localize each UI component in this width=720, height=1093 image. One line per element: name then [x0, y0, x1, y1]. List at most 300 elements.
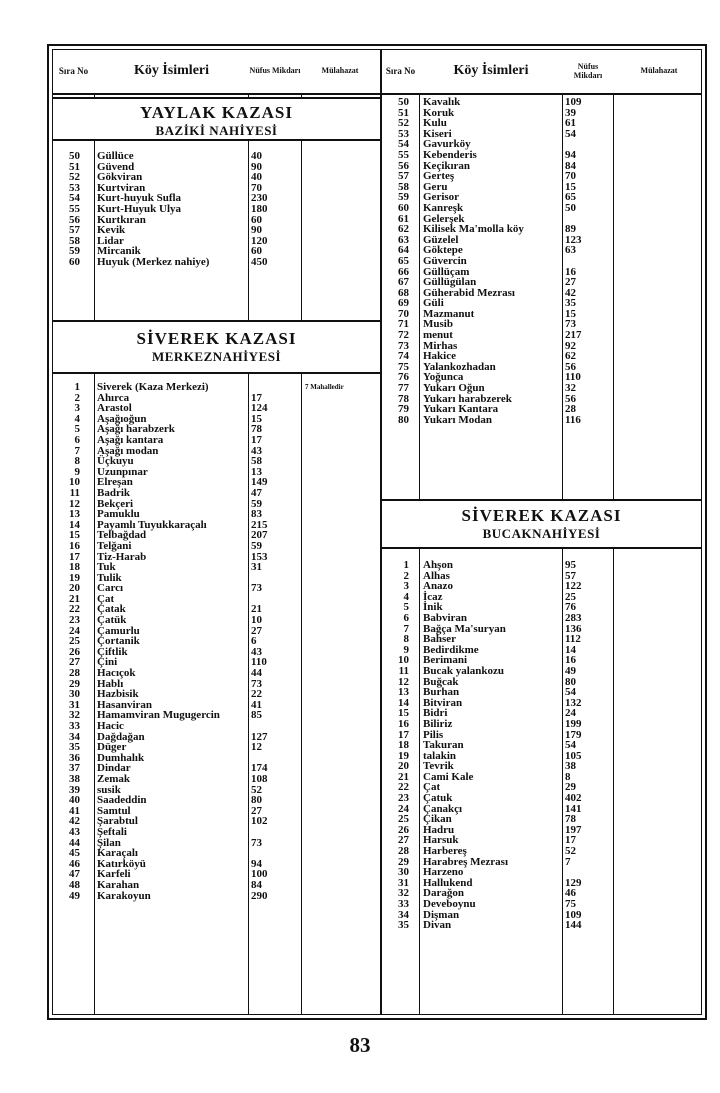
population: 16 [565, 265, 576, 278]
population: 123 [565, 233, 582, 246]
population: 141 [565, 802, 582, 815]
table-frame [47, 44, 707, 1020]
village-name: Dişman [423, 908, 460, 921]
row-number: 43 [69, 825, 80, 838]
population: 16 [565, 654, 576, 667]
row-number: 53 [69, 181, 80, 194]
village-name: Mircanik [97, 245, 141, 258]
village-name: menut [423, 329, 453, 342]
village-name: Aşağı kantara [97, 433, 164, 446]
village-name: Şarabtul [97, 815, 138, 828]
row-number: 67 [398, 276, 409, 289]
row-number: 51 [69, 160, 80, 173]
row-number: 58 [398, 180, 409, 193]
row-number: 32 [398, 887, 409, 900]
row-number: 52 [398, 117, 409, 130]
village-name: susik [97, 783, 121, 796]
row-number: 77 [398, 382, 409, 395]
village-name: Hamamviran Mugugercin [97, 709, 220, 722]
population: 89 [565, 223, 576, 236]
population: 61 [565, 117, 576, 130]
village-name: Arastol [97, 402, 132, 415]
row-number: 57 [398, 170, 409, 183]
village-name: Harzeno [423, 866, 464, 879]
population: 59 [251, 539, 262, 552]
population: 38 [565, 760, 576, 773]
population: 230 [251, 192, 268, 205]
village-name: Göktepe [423, 244, 463, 257]
yaylak-rows [53, 151, 380, 268]
row-number: 12 [398, 675, 409, 688]
table-row [382, 719, 701, 730]
row-number: 25 [398, 813, 409, 826]
population: 57 [565, 569, 576, 582]
village-name: Gerteş [423, 170, 455, 183]
village-name: Berimani [423, 654, 467, 667]
row-number: 8 [74, 455, 80, 468]
population: 132 [565, 696, 582, 709]
section-subtitle: MERKEZNAHİYESİ [151, 349, 282, 364]
row-number: 29 [69, 677, 80, 690]
population: 17 [251, 433, 262, 446]
row-number: 11 [69, 486, 80, 499]
population: 180 [251, 202, 268, 215]
table-row [53, 204, 380, 215]
population: 76 [565, 601, 576, 614]
village-name: Aşağı harabzerk [97, 423, 175, 436]
row-number: 12 [69, 497, 80, 510]
row-number: 50 [69, 150, 80, 162]
population: 153 [251, 550, 268, 563]
header-nufus-mikdari: Nüfus Mikdarı [573, 62, 603, 80]
village-name: Uzunpınar [97, 465, 148, 478]
row-number: 54 [69, 192, 80, 205]
village-name: Kurt-huyuk Sufla [97, 192, 182, 205]
row-number: 57 [69, 224, 80, 237]
population: 105 [565, 749, 582, 762]
section-title: SİVEREK KAZASI [461, 506, 622, 525]
population: 63 [565, 244, 576, 257]
population: 80 [251, 794, 262, 807]
table-row [53, 541, 380, 552]
row-number: 39 [69, 783, 80, 796]
population: 78 [251, 423, 262, 436]
right-table [382, 50, 701, 1014]
row-number: 60 [69, 255, 80, 268]
row-number: 15 [69, 529, 80, 542]
row-number: 13 [69, 508, 80, 521]
village-name: Çini [97, 656, 118, 669]
village-name: Çatuk [423, 792, 453, 805]
row-number: 71 [398, 318, 409, 331]
row-number: 5 [403, 601, 409, 614]
right-top-rows [382, 97, 701, 425]
population: 27 [565, 276, 576, 289]
row-number: 41 [69, 804, 80, 817]
population: 100 [251, 868, 268, 881]
village-name: Gerisor [423, 191, 460, 204]
village-name: Katırköyü [97, 857, 146, 870]
table-row [382, 415, 701, 426]
row-number: 62 [398, 223, 409, 236]
village-name: Çat [423, 781, 441, 794]
row-number: 4 [74, 412, 80, 425]
population: 50 [565, 201, 576, 214]
row-number: 79 [398, 403, 409, 416]
village-name: Dindar [97, 762, 131, 775]
village-name: Babviran [423, 611, 468, 624]
village-name: Darağon [423, 887, 464, 900]
row-number: 76 [398, 371, 409, 384]
village-name: Divan [423, 919, 452, 932]
population: 78 [565, 813, 576, 826]
section-title: YAYLAK KAZASI [140, 103, 293, 122]
population: 28 [565, 403, 576, 416]
population: 56 [565, 360, 576, 373]
table-row [53, 891, 380, 902]
village-name: Bedirdikme [423, 643, 479, 656]
village-name: Pilis [423, 728, 444, 741]
row-number: 2 [74, 391, 80, 404]
row-number: 14 [69, 518, 80, 531]
village-name: Hablı [97, 677, 124, 690]
population: 35 [565, 297, 576, 310]
row-number: 21 [69, 592, 80, 605]
population: 73 [565, 318, 576, 331]
population: 109 [565, 908, 582, 921]
population: 46 [565, 887, 576, 900]
left-header-row [53, 50, 380, 95]
section-yaylak-title-block [53, 97, 380, 141]
population: 109 [565, 96, 582, 108]
village-name: Yukarı harabzerek [423, 392, 512, 405]
left-table [53, 50, 382, 1014]
row-number: 68 [398, 286, 409, 299]
row-number: 10 [398, 654, 409, 667]
village-name: Çortanik [97, 635, 140, 648]
row-number: 3 [74, 402, 80, 415]
row-number: 5 [74, 423, 80, 436]
table-row [382, 920, 701, 931]
village-name: İcaz [423, 590, 443, 603]
village-name: Karakoyun [97, 889, 151, 902]
village-name: Harbereş [423, 845, 467, 858]
section-subtitle: BAZİKİ NAHİYESİ [155, 123, 278, 138]
row-number: 35 [398, 919, 409, 932]
population: 84 [251, 878, 262, 891]
row-number: 25 [69, 635, 80, 648]
right-header-row [382, 50, 701, 95]
row-number: 69 [398, 297, 409, 310]
row-number: 72 [398, 329, 409, 342]
row-number: 33 [398, 898, 409, 910]
row-number: 59 [69, 245, 80, 258]
population: 283 [565, 611, 582, 624]
table-row [382, 899, 701, 910]
population: 179 [565, 728, 582, 741]
village-name: Telbağdad [97, 529, 147, 542]
population: 116 [565, 413, 581, 426]
village-name: Ahırca [97, 391, 130, 404]
population: 102 [251, 815, 268, 828]
population: 13 [251, 465, 262, 478]
population: 197 [565, 823, 582, 836]
population: 217 [565, 329, 582, 342]
village-name: Tiz-Harab [97, 550, 147, 563]
row-number: 55 [69, 202, 80, 215]
village-name: Kavalık [423, 96, 461, 108]
population: 31 [251, 561, 262, 574]
village-name: Çamurlu [97, 624, 140, 637]
header-mulahazat: Mülahazat [321, 66, 359, 76]
table-row [382, 666, 701, 677]
population: 15 [251, 412, 262, 425]
village-name: Ahşon [423, 559, 453, 571]
village-name: Karahan [97, 878, 140, 891]
row-number: 16 [398, 717, 409, 730]
population: 129 [565, 876, 582, 889]
village-name: Kebenderis [423, 148, 477, 161]
row-number: 61 [398, 212, 409, 225]
population: 94 [251, 857, 262, 870]
row-number: 22 [398, 781, 409, 794]
table-inner-border [52, 49, 702, 1015]
table-row [53, 721, 380, 732]
village-name: Telğani [97, 539, 132, 552]
village-name: Kiseri [423, 127, 452, 140]
population: 21 [251, 603, 262, 616]
village-name: Yukarı Kantara [423, 403, 499, 416]
table-row [53, 257, 380, 268]
row-number: 2 [403, 569, 409, 582]
row-number: 28 [69, 667, 80, 680]
population: 73 [251, 677, 262, 690]
village-name: Üçkuyu [97, 455, 134, 468]
table-row [382, 150, 701, 161]
population: 83 [251, 508, 262, 521]
village-name: Güllüce [97, 150, 134, 162]
row-number: 70 [398, 307, 409, 320]
population: 70 [565, 170, 576, 183]
village-name: Gelerşek [423, 212, 465, 225]
population: 17 [251, 391, 262, 404]
row-number: 27 [69, 656, 80, 669]
village-name: Biliriz [423, 717, 453, 730]
village-name: Aşağı modan [97, 444, 159, 457]
row-number: 50 [398, 96, 409, 108]
population: 40 [251, 150, 262, 162]
row-number: 45 [69, 847, 80, 860]
population: 402 [565, 792, 582, 805]
row-number: 32 [69, 709, 80, 722]
population: 149 [251, 476, 268, 489]
village-name: Anazo [423, 580, 453, 593]
village-name: Hacic [97, 720, 124, 732]
row-number: 52 [69, 171, 80, 184]
population: 32 [565, 382, 576, 395]
bucak-rows [382, 560, 701, 931]
village-name: Çiftlik [97, 645, 128, 658]
village-name: Tevrik [423, 760, 454, 773]
section-subtitle: BUCAKNAHİYESİ [482, 526, 601, 541]
population: 199 [565, 717, 582, 730]
row-number: 38 [69, 772, 80, 785]
village-name: Bitviran [423, 696, 463, 709]
village-name: Çatük [97, 614, 127, 627]
row-number: 20 [398, 760, 409, 773]
row-number: 42 [69, 815, 80, 828]
population: 70 [251, 181, 262, 194]
population: 14 [565, 643, 576, 656]
village-name: Payamlı Tuyukkaraçalı [97, 518, 207, 531]
population: 95 [565, 559, 576, 571]
population: 6 [251, 635, 257, 648]
village-name: Yoğunca [423, 371, 464, 384]
village-name: Saadeddin [97, 794, 147, 807]
population: 127 [251, 730, 268, 743]
village-name: Hallukend [423, 876, 473, 889]
header-nufus-mikdari: Nüfus Mikdarı [249, 66, 301, 76]
population: 62 [565, 350, 576, 363]
row-number: 30 [398, 866, 409, 879]
population: 110 [251, 656, 267, 669]
population: 84 [565, 159, 576, 172]
row-number: 6 [403, 611, 409, 624]
row-number: 17 [398, 728, 409, 741]
population: 7 [565, 855, 571, 868]
village-name: Samtul [97, 804, 131, 817]
row-number: 54 [398, 138, 409, 151]
row-number: 24 [69, 624, 80, 637]
village-name: Kulu [423, 117, 447, 130]
village-name: Yukarı Modan [423, 413, 492, 426]
row-number: 9 [74, 465, 80, 478]
population: 25 [565, 590, 576, 603]
village-name: Güllüçam [423, 265, 470, 278]
population: 65 [565, 191, 576, 204]
row-number: 6 [74, 433, 80, 446]
village-name: Burhan [423, 686, 460, 699]
village-name: Karaçalı [97, 847, 138, 860]
row-number: 48 [69, 878, 80, 891]
row-number: 14 [398, 696, 409, 709]
population: 58 [251, 455, 262, 468]
row-number: 19 [398, 749, 409, 762]
village-name: Çat [97, 592, 115, 605]
population: 136 [565, 622, 582, 635]
row-number: 27 [398, 834, 409, 847]
village-name: Buğcak [423, 675, 459, 688]
village-name: Çatak [97, 603, 126, 616]
table-row [382, 256, 701, 267]
row-number: 31 [69, 698, 80, 711]
row-number: 65 [398, 254, 409, 267]
population: 90 [251, 224, 262, 237]
population: 22 [251, 688, 262, 701]
village-name: Kilisek Ma'molla köy [423, 223, 524, 236]
village-name: Mazmanut [423, 307, 475, 320]
village-name: Kurtviran [97, 181, 146, 194]
row-number: 31 [398, 876, 409, 889]
row-number: 78 [398, 392, 409, 405]
village-name: Hasanviran [97, 698, 153, 711]
population: 124 [251, 402, 268, 415]
section-title: SİVEREK KAZASI [136, 329, 297, 348]
village-name: Kanreşk [423, 201, 464, 214]
population: 112 [565, 633, 581, 646]
village-name: talakin [423, 749, 457, 762]
population: 44 [251, 667, 262, 680]
village-name: Çanakçı [423, 802, 463, 815]
row-number: 60 [398, 201, 409, 214]
row-number: 40 [69, 794, 80, 807]
table-row [53, 827, 380, 838]
population: 56 [565, 392, 576, 405]
village-name: İnik [423, 601, 443, 614]
row-number: 7 [74, 444, 80, 457]
row-number: 15 [398, 707, 409, 720]
village-name: Hacıçok [97, 667, 136, 680]
section-siverek-bucak-title-block [382, 499, 701, 549]
village-name: Mirhas [423, 339, 458, 352]
village-name: Şeftali [97, 825, 127, 838]
population: 17 [565, 834, 576, 847]
row-number: 51 [398, 106, 409, 119]
population: 73 [251, 836, 262, 849]
population: 75 [565, 898, 576, 910]
population: 174 [251, 762, 268, 775]
village-name: Aşağıoğun [97, 412, 147, 425]
row-number: 26 [398, 823, 409, 836]
population: 54 [565, 686, 576, 699]
row-number: 13 [398, 686, 409, 699]
table-row [382, 613, 701, 624]
population: 73 [251, 582, 262, 595]
row-number: 59 [398, 191, 409, 204]
village-name: Karfeli [97, 868, 131, 881]
row-number: 30 [69, 688, 80, 701]
row-number: 8 [403, 633, 409, 646]
village-name: Güllügülan [423, 276, 477, 289]
section-siverek-merkez-title-block [53, 320, 380, 374]
population: 54 [565, 127, 576, 140]
population: 15 [565, 180, 576, 193]
village-name: Harabreş Mezrası [423, 855, 509, 868]
village-name: Gökviran [97, 171, 143, 184]
village-name: Tulik [97, 571, 122, 584]
village-name: Güvend [97, 160, 135, 173]
village-name: Alhas [423, 569, 450, 582]
population: 60 [251, 213, 262, 226]
village-name: Bağça Ma'suryan [423, 622, 506, 635]
population: 122 [565, 580, 582, 593]
row-number: 35 [69, 741, 80, 754]
row-number: 4 [403, 590, 409, 603]
population: 108 [251, 772, 268, 785]
population: 90 [251, 160, 262, 173]
population: 43 [251, 645, 262, 658]
population: 27 [251, 804, 262, 817]
population: 8 [565, 770, 571, 783]
row-number: 36 [69, 751, 80, 764]
row-number: 34 [69, 730, 80, 743]
village-name: Bucak yalankozu [423, 664, 504, 677]
row-number: 19 [69, 571, 80, 584]
row-number: 28 [398, 845, 409, 858]
row-number: 75 [398, 360, 409, 373]
table-row [53, 435, 380, 446]
village-name: Carcı [97, 582, 124, 595]
